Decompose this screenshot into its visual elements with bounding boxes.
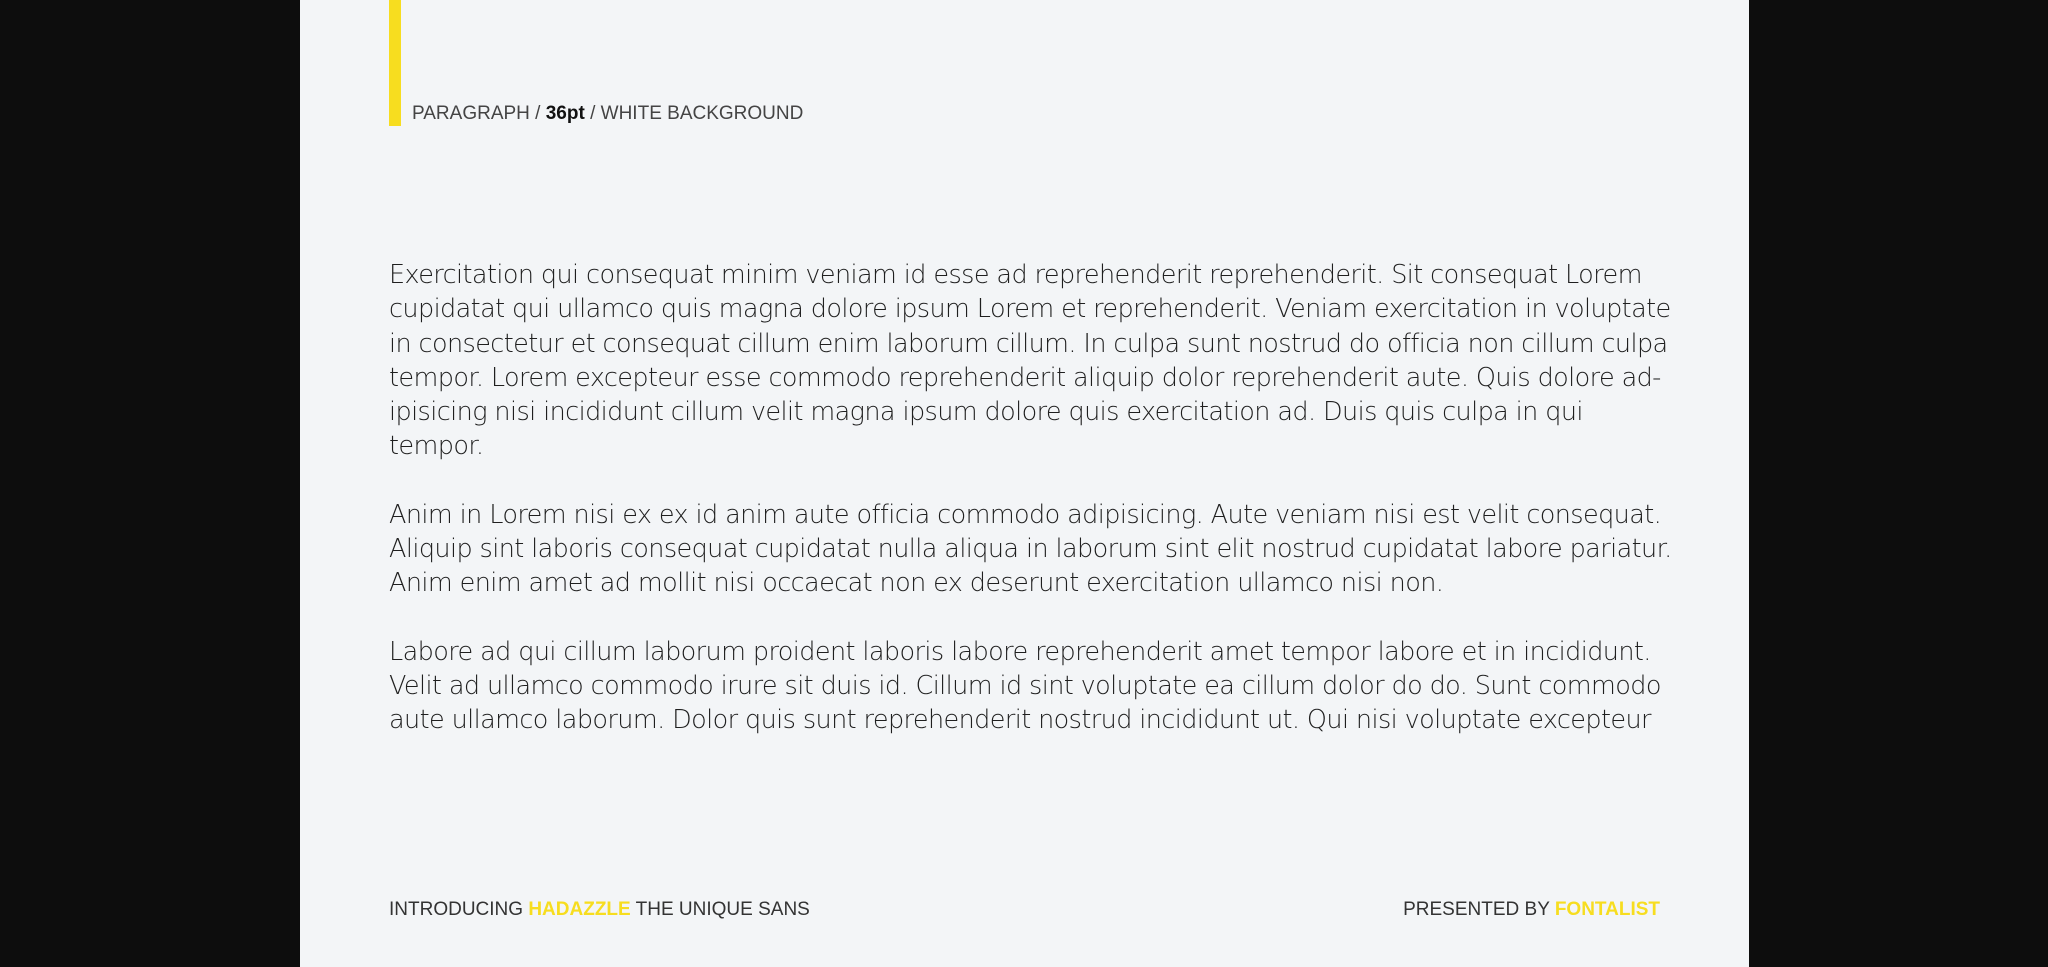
font-name: HADAZZLE — [528, 899, 631, 920]
paragraph-3: Labore ad qui cillum laborum proident laboris labore reprehenderit amet tempor labore et in incididunt. Velit ad ullamco commodo irure sit duis id. Cillum id sint voluptate ea cillum dolor do do. Sunt commodo aute ullamco laborum. Dolor quis sunt reprehenderit nostrud incididunt ut. Qui nisi voluptate excepteur — [389, 636, 1661, 736]
header-suffix: / WHITE BACKGROUND — [584, 103, 804, 124]
publisher-name: FONTALIST — [1554, 899, 1660, 920]
specimen-page — [300, 0, 1749, 967]
header-prefix: PARAGRAPH / — [412, 103, 546, 124]
footer-presented-by — [1403, 899, 1660, 921]
header-label — [412, 103, 803, 125]
footer-introducing — [389, 899, 810, 921]
paragraph-sample — [389, 258, 1679, 772]
footer-left-suffix: THE UNIQUE SANS — [630, 899, 810, 920]
header-size: 36pt — [545, 103, 585, 124]
paragraph-2: Anim in Lorem nisi ex ex id anim aute officia commodo adipisicing. Aute veniam nisi est velit consequat. Aliquip sint laboris consequat cupidatat nulla aliqua in laborum sint elit nostrud cupidatat labore pariatur. Anim enim amet ad mollit nisi occaecat non ex deserunt exercitation ullamco nisi non. — [389, 499, 1672, 599]
footer-left-prefix: INTRODUCING — [389, 899, 529, 920]
footer-right-prefix: PRESENTED BY — [1403, 899, 1555, 920]
paragraph-1: Exercitation qui consequat minim veniam id esse ad reprehenderit reprehenderit. Sit consequat Lorem cupidatat qui ullamco quis magna dolore ipsum Lorem et reprehenderit. Veniam exercitation in voluptate in consectetur et consequat cillum enim laborum cillum. In culpa sunt nostrud do officia non cillum culpa tempor. Lorem excepteur esse commodo reprehenderit aliquip dolor reprehenderit aute. Quis dolore ad- ipisicing nisi incididunt cillum velit magna ipsum dolore quis exercitation ad. Duis quis culpa in qui tempor. — [389, 260, 1671, 462]
accent-bar — [389, 0, 401, 126]
